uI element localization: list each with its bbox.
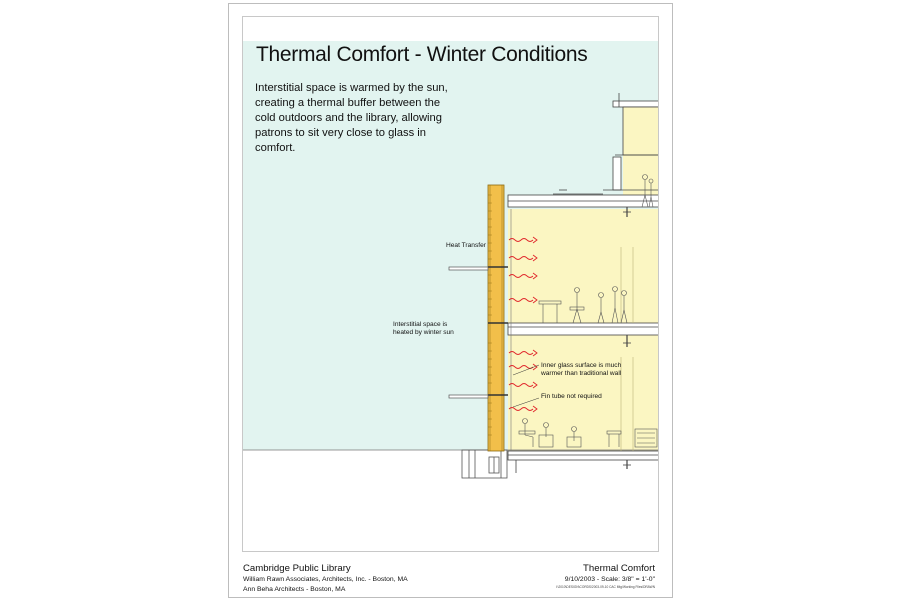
panel-title: Thermal Comfort - Winter Conditions [256,43,588,66]
project-name: Cambridge Public Library [243,563,351,574]
architect-firm-2: Ann Beha Architects - Boston, MA [243,586,346,593]
date-scale: 9/10/2003 - Scale: 3/8" = 1'-0" [564,576,655,583]
foundation [462,450,507,478]
upper-structure [508,93,659,217]
drawing-frame [242,16,659,552]
label-fin-tube: Fin tube not required [541,393,602,400]
panel-description: Interstitial space is warmed by the sun, creating a thermal buffer between the cold outdoors and the library, allowing patrons to sit very close to glass in comfort. [255,82,448,154]
sheet-title: Thermal Comfort [583,563,655,574]
file-path: I:\2010\DESIGN\CORDS\2003-09-10 CAC Mtg\Working Files\DRAWN [555,585,655,589]
title-block-right [556,563,655,590]
label-interstitial-space: Interstitial space is heated by winter sun [393,321,454,337]
interstitial-cavity [488,185,508,451]
ground-slab [508,451,659,473]
architect-firm-1: William Rawn Associates, Architects, Inc. - Boston, MA [243,576,408,583]
label-heat-transfer: Heat Transfer [446,242,486,249]
title-block-left [243,563,408,595]
label-inner-glass: Inner glass surface is much warmer than traditional wall [541,362,622,378]
